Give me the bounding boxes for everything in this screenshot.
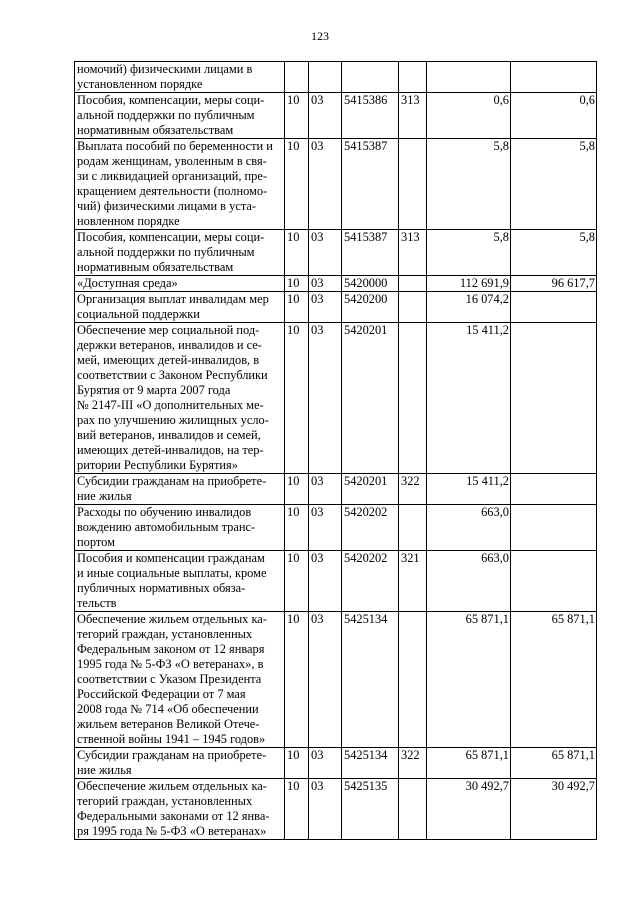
item-name-line: ние жилья: [77, 489, 132, 503]
subsection-code-cell: 03: [309, 323, 342, 474]
item-name-line: и иные социальные выплаты, кроме: [77, 566, 267, 580]
subsection-code-cell: 03: [309, 292, 342, 323]
item-name-line: Пособия, компенсации, меры соци-: [77, 230, 265, 244]
target-item-code-cell: 5420201: [342, 474, 399, 505]
target-item-code-cell: 5420000: [342, 276, 399, 292]
amount-year-2-cell: 5,8: [511, 230, 597, 276]
item-name-line: тегорий граждан, установленных: [77, 794, 253, 808]
table-row: [75, 474, 597, 505]
item-name-line: тегорий граждан, установленных: [77, 627, 253, 641]
expense-type-code-cell: 322: [399, 474, 427, 505]
item-name-cell: [75, 139, 285, 230]
item-name-cell: [75, 230, 285, 276]
target-item-code-cell: 5425134: [342, 612, 399, 748]
target-item-code-cell: 5420201: [342, 323, 399, 474]
table-row: [75, 292, 597, 323]
section-code-cell: 10: [285, 474, 309, 505]
table-row: [75, 612, 597, 748]
subsection-code-cell: 03: [309, 93, 342, 139]
item-name-line: портом: [77, 535, 115, 549]
subsection-code-cell: 03: [309, 551, 342, 612]
item-name-line: Организация выплат инвалидам мер: [77, 292, 269, 306]
item-name-line: Федеральным законом от 12 января: [77, 642, 265, 656]
target-item-code-cell: 5415386: [342, 93, 399, 139]
item-name-line: «Доступная среда»: [77, 276, 178, 290]
item-name-cell: [75, 748, 285, 779]
target-item-code-cell: 5420202: [342, 551, 399, 612]
item-name-cell: [75, 505, 285, 551]
amount-year-1-cell: 15 411,2: [427, 474, 511, 505]
item-name-line: соответствии с Указом Президента: [77, 672, 262, 686]
item-name-line: установленном порядке: [77, 77, 203, 91]
item-name-line: Пособия, компенсации, меры соци-: [77, 93, 265, 107]
item-name-line: кращением деятельности (полномо-: [77, 184, 268, 198]
item-name-line: соответствии с Законом Республики: [77, 368, 268, 382]
budget-table: [74, 61, 597, 840]
item-name-line: мей, имеющих детей-инвалидов, в: [77, 353, 260, 367]
table-row: [75, 139, 597, 230]
section-code-cell: 10: [285, 230, 309, 276]
item-name-line: Бурятия от 9 марта 2007 года: [77, 383, 231, 397]
item-name-cell: [75, 612, 285, 748]
amount-year-2-cell: 30 492,7: [511, 779, 597, 840]
subsection-code-cell: 03: [309, 748, 342, 779]
amount-year-1-cell: 30 492,7: [427, 779, 511, 840]
section-code-cell: 10: [285, 748, 309, 779]
item-name-line: Российской Федерации от 7 мая: [77, 687, 246, 701]
item-name-line: держки ветеранов, инвалидов и се-: [77, 338, 262, 352]
amount-year-2-cell: [511, 323, 597, 474]
item-name-line: Федеральными законами от 12 янва-: [77, 809, 270, 823]
item-name-line: вий ветеранов, инвалидов и семей,: [77, 428, 261, 442]
table-row: [75, 93, 597, 139]
item-name-line: социальной поддержки: [77, 307, 200, 321]
amount-year-2-cell: 0,6: [511, 93, 597, 139]
subsection-code-cell: 03: [309, 139, 342, 230]
item-name-line: жильем ветеранов Великой Отече-: [77, 717, 260, 731]
expense-type-code-cell: 313: [399, 230, 427, 276]
expense-type-code-cell: [399, 505, 427, 551]
item-name-line: чий) физическими лицами в уста-: [77, 199, 257, 213]
amount-year-1-cell: 65 871,1: [427, 612, 511, 748]
expense-type-code-cell: 313: [399, 93, 427, 139]
expense-type-code-cell: [399, 276, 427, 292]
table-row: [75, 748, 597, 779]
expense-type-code-cell: [399, 323, 427, 474]
item-name-cell: [75, 551, 285, 612]
amount-year-2-cell: 65 871,1: [511, 612, 597, 748]
section-code-cell: [285, 62, 309, 93]
item-name-line: Пособия и компенсации гражданам: [77, 551, 265, 565]
section-code-cell: 10: [285, 505, 309, 551]
item-name-line: Обеспечение жильем отдельных ка-: [77, 779, 267, 793]
amount-year-2-cell: 96 617,7: [511, 276, 597, 292]
item-name-cell: [75, 292, 285, 323]
section-code-cell: 10: [285, 779, 309, 840]
item-name-line: альной поддержки по публичным: [77, 245, 255, 259]
expense-type-code-cell: [399, 779, 427, 840]
expense-type-code-cell: 322: [399, 748, 427, 779]
item-name-line: № 2147-III «О дополнительных ме-: [77, 398, 264, 412]
item-name-line: номочий) физическими лицами в: [77, 62, 253, 76]
item-name-line: ние жилья: [77, 763, 132, 777]
section-code-cell: 10: [285, 139, 309, 230]
item-name-line: Субсидии гражданам на приобрете-: [77, 474, 267, 488]
item-name-line: тельств: [77, 596, 117, 610]
section-code-cell: 10: [285, 612, 309, 748]
target-item-code-cell: 5415387: [342, 139, 399, 230]
amount-year-2-cell: [511, 292, 597, 323]
section-code-cell: 10: [285, 323, 309, 474]
amount-year-1-cell: [427, 62, 511, 93]
item-name-cell: [75, 474, 285, 505]
amount-year-1-cell: 65 871,1: [427, 748, 511, 779]
table-row: [75, 551, 597, 612]
item-name-line: Субсидии гражданам на приобрете-: [77, 748, 267, 762]
table-row: [75, 276, 597, 292]
item-name-line: 1995 года № 5-ФЗ «О ветеранах», в: [77, 657, 264, 671]
item-name-line: нормативным обязательствам: [77, 260, 234, 274]
table-row: [75, 323, 597, 474]
table-row: [75, 779, 597, 840]
item-name-cell: [75, 93, 285, 139]
subsection-code-cell: 03: [309, 276, 342, 292]
subsection-code-cell: 03: [309, 612, 342, 748]
amount-year-1-cell: 0,6: [427, 93, 511, 139]
section-code-cell: 10: [285, 93, 309, 139]
page-number: 123: [311, 29, 329, 43]
item-name-line: вождению автомобильным транс-: [77, 520, 256, 534]
item-name-line: рах по улучшению жилищных усло-: [77, 413, 269, 427]
item-name-cell: [75, 323, 285, 474]
amount-year-1-cell: 16 074,2: [427, 292, 511, 323]
section-code-cell: 10: [285, 276, 309, 292]
table-row: [75, 230, 597, 276]
item-name-line: ря 1995 года № 5-ФЗ «О ветеранах»: [77, 824, 267, 838]
table-row: [75, 505, 597, 551]
expense-type-code-cell: 321: [399, 551, 427, 612]
item-name-line: Расходы по обучению инвалидов: [77, 505, 252, 519]
expense-type-code-cell: [399, 62, 427, 93]
subsection-code-cell: 03: [309, 474, 342, 505]
item-name-line: родам женщинам, уволенным в свя-: [77, 154, 267, 168]
amount-year-2-cell: [511, 505, 597, 551]
target-item-code-cell: 5415387: [342, 230, 399, 276]
item-name-line: Обеспечение жильем отдельных ка-: [77, 612, 267, 626]
item-name-line: Выплата пособий по беременности и: [77, 139, 273, 153]
expense-type-code-cell: [399, 139, 427, 230]
item-name-line: новленном порядке: [77, 214, 180, 228]
subsection-code-cell: 03: [309, 230, 342, 276]
amount-year-2-cell: [511, 474, 597, 505]
item-name-line: 2008 года № 714 «Об обеспечении: [77, 702, 259, 716]
item-name-line: нормативным обязательствам: [77, 123, 234, 137]
amount-year-1-cell: 5,8: [427, 139, 511, 230]
item-name-cell: [75, 276, 285, 292]
amount-year-2-cell: [511, 551, 597, 612]
item-name-line: ритории Республики Бурятия»: [77, 458, 238, 472]
target-item-code-cell: 5425135: [342, 779, 399, 840]
expense-type-code-cell: [399, 292, 427, 323]
item-name-cell: [75, 779, 285, 840]
target-item-code-cell: 5425134: [342, 748, 399, 779]
amount-year-1-cell: 663,0: [427, 505, 511, 551]
item-name-line: имеющих детей-инвалидов, на тер-: [77, 443, 264, 457]
expense-type-code-cell: [399, 612, 427, 748]
amount-year-1-cell: 15 411,2: [427, 323, 511, 474]
item-name-line: Обеспечение мер социальной под-: [77, 323, 260, 337]
item-name-line: ственной войны 1941 – 1945 годов»: [77, 732, 266, 746]
amount-year-1-cell: 112 691,9: [427, 276, 511, 292]
item-name-line: публичных нормативных обяза-: [77, 581, 246, 595]
section-code-cell: 10: [285, 551, 309, 612]
amount-year-1-cell: 5,8: [427, 230, 511, 276]
amount-year-2-cell: 65 871,1: [511, 748, 597, 779]
target-item-code-cell: 5420200: [342, 292, 399, 323]
amount-year-2-cell: [511, 62, 597, 93]
item-name-line: альной поддержки по публичным: [77, 108, 255, 122]
subsection-code-cell: [309, 62, 342, 93]
section-code-cell: 10: [285, 292, 309, 323]
subsection-code-cell: 03: [309, 779, 342, 840]
target-item-code-cell: [342, 62, 399, 93]
target-item-code-cell: 5420202: [342, 505, 399, 551]
item-name-cell: [75, 62, 285, 93]
amount-year-2-cell: 5,8: [511, 139, 597, 230]
subsection-code-cell: 03: [309, 505, 342, 551]
table-row: [75, 62, 597, 93]
amount-year-1-cell: 663,0: [427, 551, 511, 612]
item-name-line: зи с ликвидацией организаций, пре-: [77, 169, 267, 183]
